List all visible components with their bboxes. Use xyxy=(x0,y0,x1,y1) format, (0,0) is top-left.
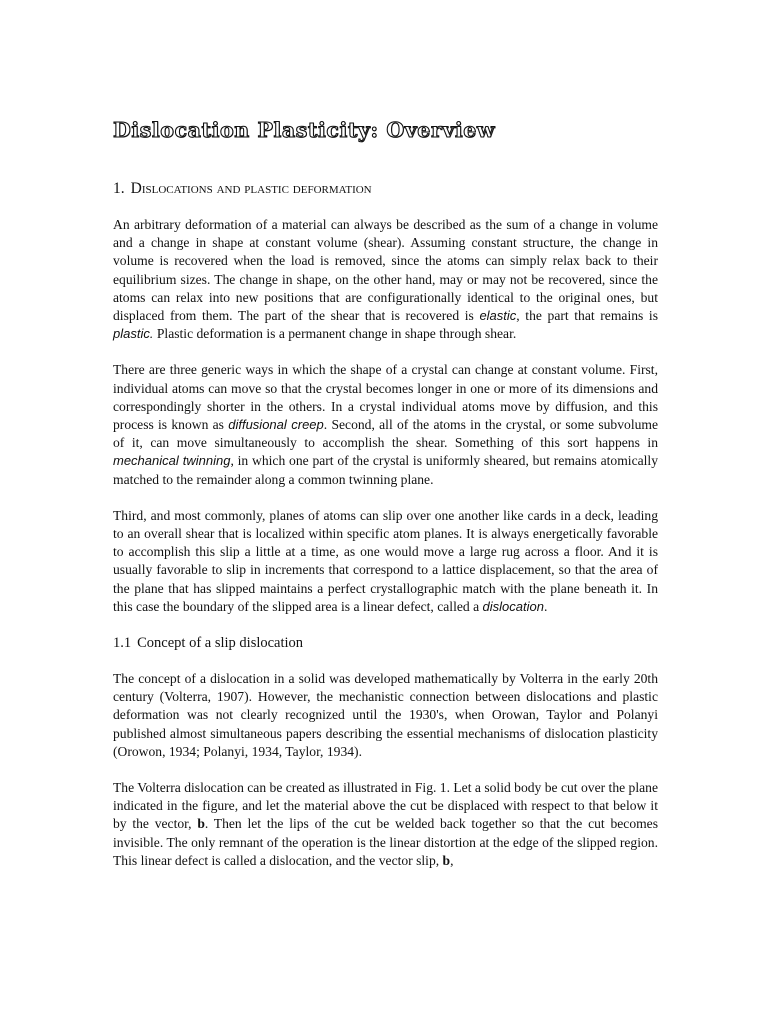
paragraph-text: , in which one part of the crystal is uniformly sheared, but remains atomically matched to the remainder along a common twinning plane. xyxy=(113,453,658,487)
subsection-number: 1.1 xyxy=(113,635,132,652)
term-plastic: plastic. xyxy=(113,326,154,342)
subsection-heading xyxy=(113,634,658,653)
paragraph-text: , the part that remains is xyxy=(516,308,658,324)
paragraph-history xyxy=(113,670,658,761)
paragraph-text: There are three generic ways in which the shape of a crystal can change at constant volume. First, individual atoms can move so that the crystal becomes longer in one or more of its dimensions and correspondingly shorter in the others. In a crystal individual atoms move by diffusion, and this process is known as xyxy=(113,362,658,433)
paragraph-text: . Then let the lips of the cut be welded back together so that the cut becomes invisible. The only remnant of the operation is the linear distortion at the edge of the slipped region. This linear defect is called a dislocation, and the vector slip, xyxy=(113,816,659,868)
term-dislocation: dislocation xyxy=(482,598,544,614)
paragraph-text: The Volterra dislocation can be created as illustrated in Fig. 1. Let a solid body be cut over the plane indicated in the figure, and let the material above the cut be displaced with respect to that below it by the vector, xyxy=(113,780,658,832)
vector-b: b xyxy=(197,816,205,832)
section-title: Dislocations and plastic deformation xyxy=(130,180,372,197)
paragraph-text: Plastic deformation is a permanent change in shape through shear. xyxy=(153,326,517,342)
term-diffusional-creep: diffusional creep xyxy=(228,417,324,433)
paragraph-text: Third, and most commonly, planes of atoms can slip over one another like cards in a deck, leading to an overall shear that is localized within specific atom planes. It is always energetically favorable to accomplish this slip a little at a time, as one would move a large rug across a floor. And it is usually favorable to slip in increments that correspond to a lattice displacement, so that the area of the plane that has slipped maintains a perfect crystallographic match with the plane beneath it. In this case the boundary of the slipped area is a linear defect, called a xyxy=(113,507,658,614)
term-elastic: elastic xyxy=(479,308,517,324)
paragraph-text: An arbitrary deformation of a material can always be described as the sum of a change in volume and a change in shape at constant volume (shear). Assuming constant structure, the change in volume is recovered when the load is removed, since the atoms can simply relax back to their equilibrium sizes. The change in shape, on the other hand, may or may not be recovered, since the atoms can relax into new positions that are configurationally identical to the original ones, but displaced from them. The part of the shear that is recovered is xyxy=(113,217,658,324)
document-title: Dislocation Plasticity: Overview xyxy=(113,118,496,142)
paragraph-text: . Second, all of the atoms in the crystal, or some subvolume of it, can move simultaneously to accomplish the shear. Something of this sort happens in xyxy=(113,417,658,451)
paragraph-volterra xyxy=(113,779,658,870)
section-number: 1. xyxy=(113,180,125,197)
paragraph-generic-ways xyxy=(113,361,658,488)
paragraph-deformation xyxy=(113,216,658,343)
paragraph-slip-planes xyxy=(113,507,658,616)
section-heading xyxy=(113,178,658,200)
paragraph-text: . xyxy=(543,598,548,614)
vector-b: b xyxy=(442,852,451,868)
paragraph-text: The concept of a dislocation in a solid was developed mathematically by Volterra in the early 20th century (Volterra, 1907). However, the mechanistic connection between dislocations and plastic deformation was not clearly recognized until the 1930's, when Orowan, Taylor and Polanyi published almost simultaneous papers describing the essential mechanisms of dislocation plasticity (Orowon, 1934; Polanyi, 1934, Taylor, 1934). xyxy=(113,671,658,759)
term-mechanical-twinning: mechanical twinning xyxy=(113,453,231,469)
subsection-title: Concept of a slip dislocation xyxy=(137,635,304,652)
paragraph-text: , xyxy=(450,852,454,868)
